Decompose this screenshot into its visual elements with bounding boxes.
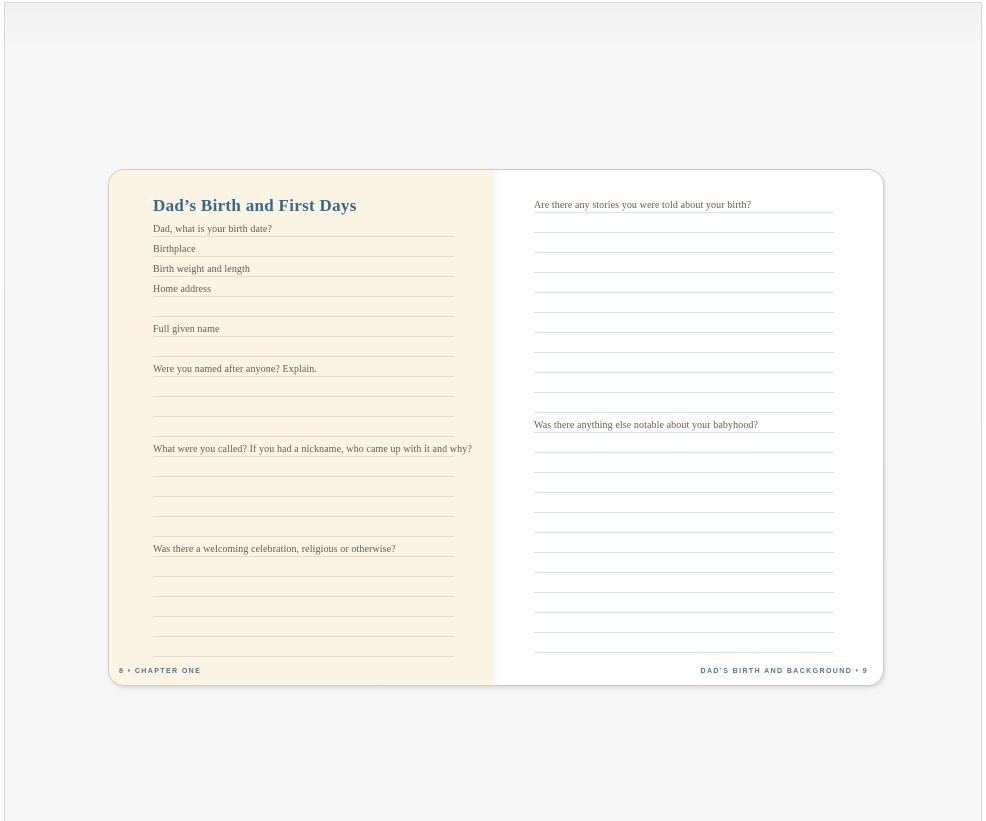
question-field [534, 413, 834, 433]
writing-line [534, 333, 834, 353]
question-field [153, 437, 472, 457]
right-page [494, 170, 883, 685]
writing-line [534, 213, 834, 233]
chapter-title: Dad’s Birth and First Days [153, 196, 357, 215]
writing-line [534, 273, 834, 293]
question-label: Was there a welcoming celebration, religious or otherwise? [153, 544, 396, 555]
writing-line [534, 433, 834, 453]
writing-line [534, 493, 834, 513]
writing-line [153, 497, 454, 517]
writing-line [534, 613, 834, 633]
question-label: Were you named after anyone? Explain. [153, 364, 317, 375]
writing-line [153, 477, 454, 497]
journal-book-spread [108, 169, 884, 686]
writing-line [534, 473, 834, 493]
question-field [153, 537, 454, 557]
writing-line [153, 457, 454, 477]
writing-line [534, 453, 834, 473]
left-page [109, 170, 494, 685]
writing-line [534, 313, 834, 333]
question-label: Home address [153, 284, 212, 295]
writing-line [153, 417, 454, 437]
question-field [153, 257, 454, 277]
writing-line [534, 633, 834, 653]
question-label: Birthplace [153, 244, 196, 255]
writing-line [534, 553, 834, 573]
question-field [153, 277, 454, 297]
writing-line [153, 517, 454, 537]
writing-line [153, 337, 454, 357]
writing-line [534, 533, 834, 553]
writing-line [153, 577, 454, 597]
writing-line [153, 377, 454, 397]
writing-line [534, 573, 834, 593]
question-label: Dad, what is your birth date? [153, 224, 272, 235]
writing-line [534, 593, 834, 613]
writing-line [153, 397, 454, 417]
right-page-footer: DAD’S BIRTH AND BACKGROUND • 9 [700, 668, 868, 675]
writing-line [534, 293, 834, 313]
writing-line [534, 233, 834, 253]
question-field [534, 193, 834, 213]
writing-line [153, 617, 454, 637]
writing-line [153, 557, 454, 577]
left-page-rows [153, 217, 472, 657]
question-label: Full given name [153, 324, 220, 335]
question-label: What were you called? If you had a nickname, who came up with it and why? [153, 444, 472, 455]
left-page-footer: 8 • CHAPTER ONE [119, 668, 202, 675]
writing-line [534, 253, 834, 273]
question-label: Was there anything else notable about your babyhood? [534, 420, 759, 431]
question-label: Birth weight and length [153, 264, 251, 275]
question-label: Are there any stories you were told about your birth? [534, 200, 752, 211]
writing-line [153, 297, 454, 317]
question-field [153, 237, 454, 257]
right-page-rows [534, 193, 834, 653]
writing-line [534, 513, 834, 533]
question-field [153, 317, 454, 337]
question-field [153, 217, 454, 237]
writing-line [153, 597, 454, 617]
writing-line [153, 637, 454, 657]
writing-line [534, 393, 834, 413]
writing-line [534, 373, 834, 393]
question-field [153, 357, 454, 377]
writing-line [534, 353, 834, 373]
